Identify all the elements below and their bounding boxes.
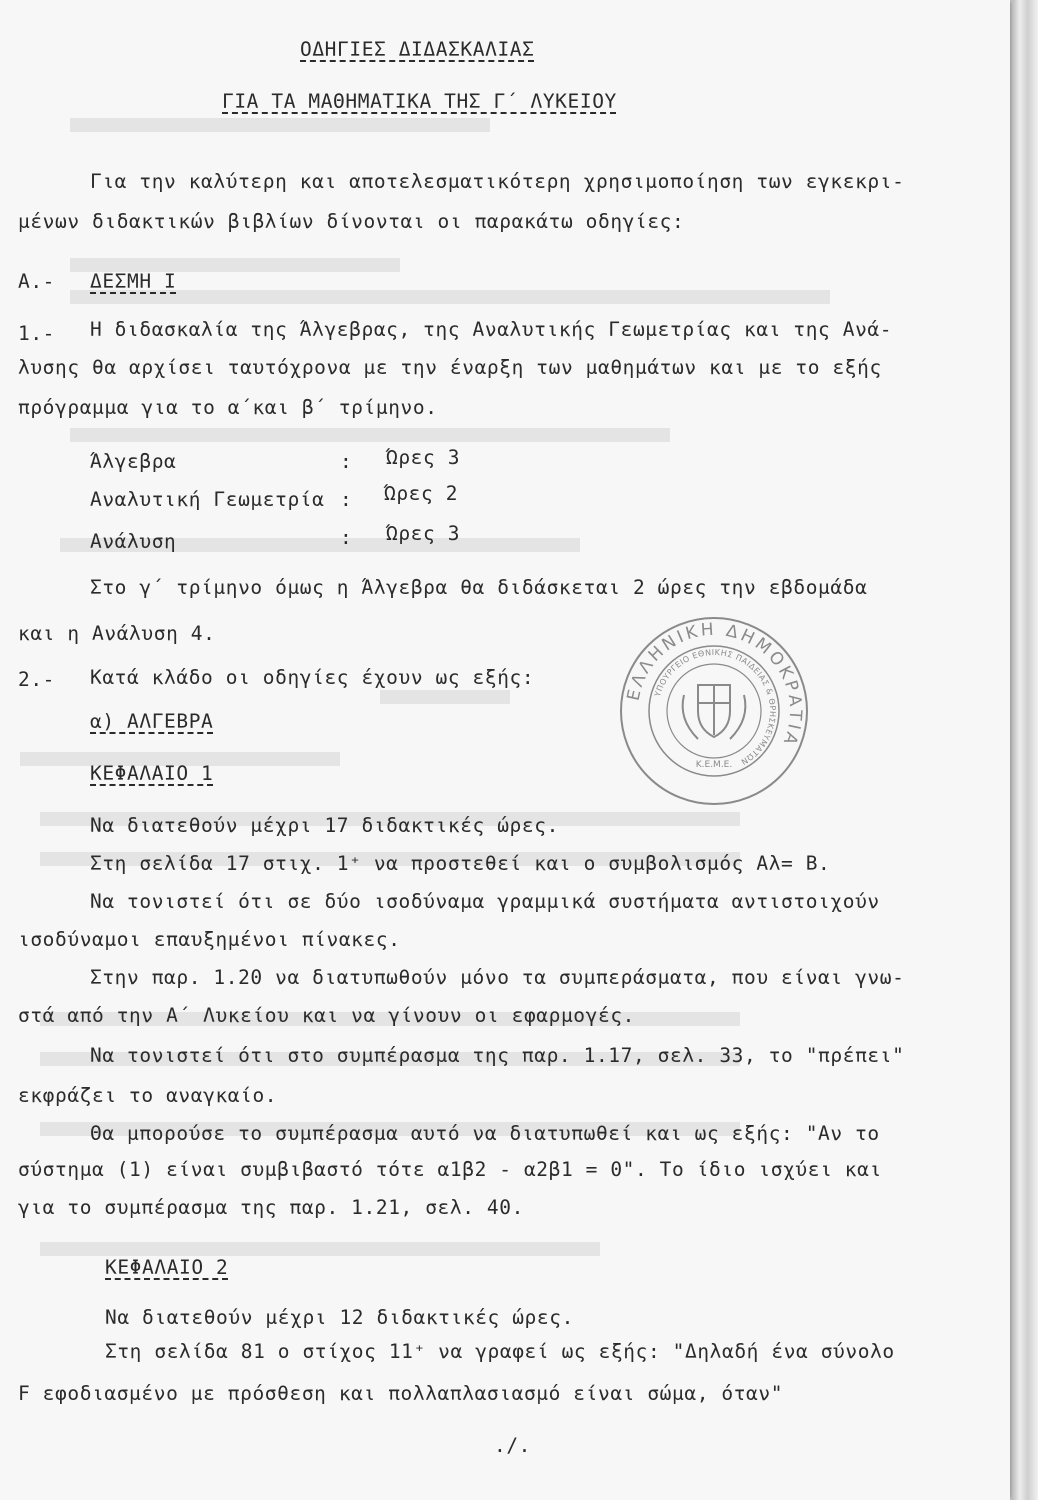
item-1-line-3: πρόγραμμα για το α΄και β΄ τρίμηνο. xyxy=(18,396,438,419)
section-a-label: Α.- xyxy=(18,270,56,293)
continuation-mark: ./. xyxy=(494,1434,532,1457)
svg-text:Κ.Ε.Μ.Ε.: Κ.Ε.Μ.Ε. xyxy=(695,760,733,770)
page-stack-edge xyxy=(1012,0,1038,1500)
chapter-2-line: Να διατεθούν μέχρι 12 διδακτικές ώρες. xyxy=(105,1306,574,1329)
schedule-hours: Ώρες 3 xyxy=(386,522,461,545)
chapter-1-line: εκφράζει το αναγκαίο. xyxy=(18,1084,278,1107)
schedule-separator: : xyxy=(340,450,353,473)
chapter-1-heading: ΚΕΦΑΛΑΙΟ 1 xyxy=(90,762,214,785)
chapter-1-line: Στην παρ. 1.20 να διατυπωθούν μόνο τα συμπεράσματα, που είναι γνω- xyxy=(90,966,905,989)
chapter-1-line: Να τονιστεί ότι σε δύο ισοδύναμα γραμμικά συστήματα αντιστοιχούν xyxy=(90,890,880,913)
term3-line-2: και η Ανάλυση 4. xyxy=(18,622,216,645)
svg-text:ΥΠΟΥΡΓΕΙΟ ΕΘΝΙΚΗΣ ΠΑΙΔΕΙΑΣ & Θ: ΥΠΟΥΡΓΕΙΟ ΕΘΝΙΚΗΣ ΠΑΙΔΕΙΑΣ & ΘΡΗΣΚΕΥΜΑΤΩΝ xyxy=(652,647,778,767)
item-1-label: 1.- xyxy=(18,322,56,345)
item-1-line-2: λυσης θα αρχίσει ταυτόχρονα με την έναρξη των μαθημάτων και με το εξής xyxy=(18,356,882,379)
chapter-1-line: Θα μπορούσε το συμπέρασμα αυτό να διατυπωθεί και ως εξής: "Αν το xyxy=(90,1122,880,1145)
chapter-1-line: Να τονιστεί ότι στο συμπέρασμα της παρ. 1.17, σελ. 33, το "πρέπει" xyxy=(90,1044,905,1067)
chapter-1-line: σύστημα (1) είναι συμβιβαστό τότε α1β2 - α2β1 = 0". Το ίδιο ισχύει και xyxy=(18,1158,882,1181)
chapter-2-line: Στη σελίδα 81 ο στίχος 11⁺ να γραφεί ως εξής: "Δηλαδή ένα σύνολο xyxy=(105,1340,895,1363)
intro-line-2: μένων διδακτικών βιβλίων δίνονται οι παρακάτω οδηγίες: xyxy=(18,210,685,233)
intro-line-1: Για την καλύτερη και αποτελεσματικότερη χρησιμοποίηση των εγκεκρι- xyxy=(90,170,905,193)
chapter-1-line: για το συμπέρασμα της παρ. 1.21, σελ. 40. xyxy=(18,1196,524,1219)
schedule-separator: : xyxy=(340,488,353,511)
chapter-2-heading: ΚΕΦΑΛΑΙΟ 2 xyxy=(105,1256,229,1279)
schedule-subject: Άλγεβρα xyxy=(90,450,177,473)
document-subtitle: ΓΙΑ ΤΑ ΜΑΘΗΜΑΤΙΚΑ ΤΗΣ Γ΄ ΛΥΚΕΙΟΥ xyxy=(222,90,617,113)
item-1-line-1: Η διδασκαλία της Άλγεβρας, της Αναλυτικής Γεωμετρίας και της Ανά- xyxy=(90,318,893,341)
schedule-hours: Ώρες 2 xyxy=(384,482,459,505)
item-2-label: 2.- xyxy=(18,668,56,691)
algebra-heading: α) ΑΛΓΕΒΡΑ xyxy=(90,710,214,733)
chapter-1-line: Στη σελίδα 17 στιχ. 1⁺ να προστεθεί και ο συμβολισμός Αλ= Β. xyxy=(90,852,831,875)
ministry-seal xyxy=(618,615,810,807)
chapter-1-line: ισοδύναμοι επαυξημένοι πίνακες. xyxy=(18,928,401,951)
schedule-subject: Αναλυτική Γεωμετρία xyxy=(90,488,325,511)
document-title: ΟΔΗΓΙΕΣ ΔΙΔΑΣΚΑΛΙΑΣ xyxy=(300,38,535,61)
term3-line-1: Στο γ΄ τρίμηνο όμως η Άλγεβρα θα διδάσκεται 2 ώρες την εβδομάδα xyxy=(90,576,868,599)
schedule-separator: : xyxy=(340,526,353,549)
svg-text:ΕΛΛΗΝΙΚΗ ΔΗΜΟΚΡΑΤΙΑ: ΕΛΛΗΝΙΚΗ ΔΗΜΟΚΡΑΤΙΑ xyxy=(623,619,806,750)
schedule-subject: Ανάλυση xyxy=(90,530,177,553)
item-2-text: Κατά κλάδο οι οδηγίες έχουν ως εξής: xyxy=(90,666,535,689)
chapter-1-line: στά από την Α΄ Λυκείου και να γίνουν οι εφαρμογές. xyxy=(18,1004,635,1027)
chapter-2-line: F εφοδιασμένο με πρόσθεση και πολλαπλασιασμό είναι σώμα, όταν" xyxy=(18,1382,784,1405)
chapter-1-line: Να διατεθούν μέχρι 17 διδακτικές ώρες. xyxy=(90,814,559,837)
section-a-title: ΔΕΣΜΗ Ι xyxy=(90,270,177,293)
schedule-hours: Ώρες 3 xyxy=(386,446,461,469)
